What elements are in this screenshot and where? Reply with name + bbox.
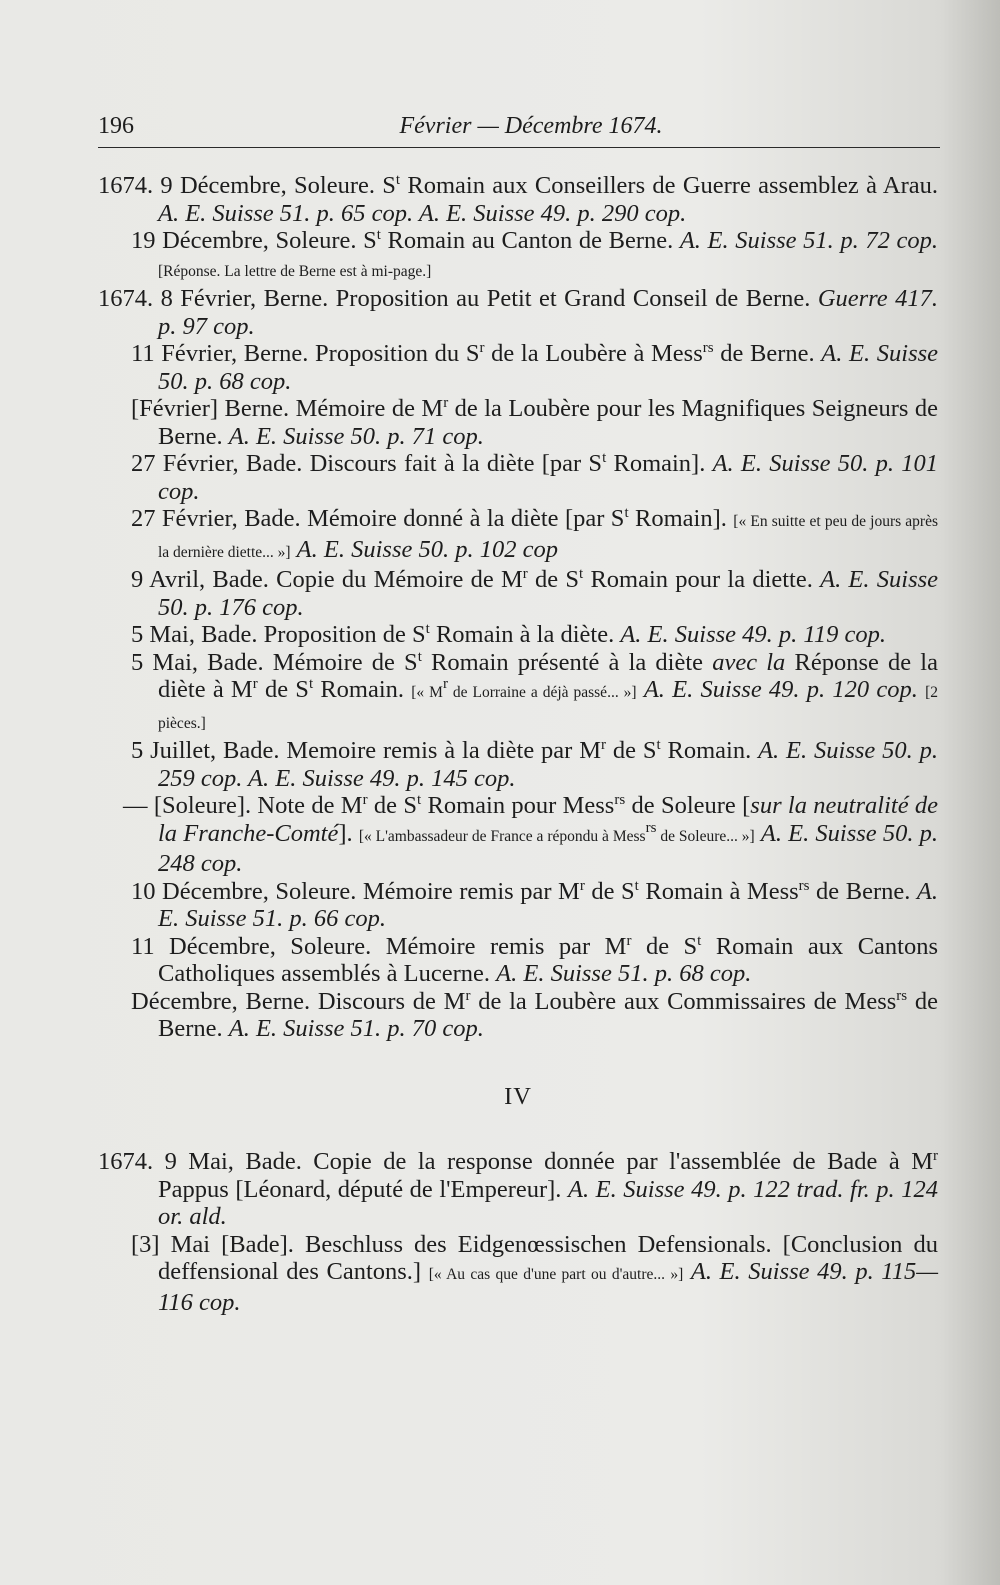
catalog-entry [98, 878, 938, 933]
archive-reference: A. E. Suisse 51. p. 70 cop. [228, 1015, 484, 1042]
superscript: t [417, 648, 422, 665]
superscript: r [479, 339, 485, 356]
entry-text: 1674. 9 Mai, Bade. Copie de la response donnée par l'assemblée de Bade à M [98, 1148, 933, 1175]
entry-text: de Soleure [ [625, 792, 751, 819]
entry-text [683, 1258, 691, 1285]
catalog-entry [98, 395, 938, 450]
small-note: [« En suitte et peu de jours après la dernière diette... »] [158, 513, 938, 561]
archive-reference: A. E. Suisse 49. p. 122 trad. fr. p. 124 or. ald. [158, 1175, 938, 1230]
superscript: r [252, 675, 258, 692]
entry-text: de Berne. [809, 877, 917, 905]
archive-reference: A. E. Suisse 50. p. 102 cop [296, 535, 558, 563]
entry-text: ]. [338, 819, 359, 847]
entry-text: de S [606, 737, 657, 764]
entry-text: 5 Juillet, Bade. Memoire remis à la diète par M [131, 737, 601, 764]
catalog-entry [98, 649, 938, 738]
catalog-entry [98, 285, 938, 340]
entry-text: 5 Mai, Bade. Mémoire de S [131, 648, 418, 676]
superscript: r [465, 987, 471, 1004]
archive-reference: A. E. Suisse 51. p. 65 cop. A. E. Suisse 49. p. 290 cop. [158, 199, 687, 227]
superscript: t [697, 932, 702, 949]
catalog-content [98, 172, 938, 1316]
archive-reference: A. E. Suisse 51. p. 68 cop. [496, 960, 752, 987]
catalog-entry [98, 737, 938, 792]
superscript: rs [702, 339, 714, 356]
superscript: t [376, 226, 381, 243]
superscript: t [624, 504, 629, 521]
entry-text: Romain pour la diette. [583, 566, 821, 593]
entry-text: 27 Février, Bade. Discours fait à la diète [par S [131, 450, 603, 477]
catalog-entry [98, 450, 938, 505]
entry-text: de S [527, 566, 580, 593]
superscript: r [442, 675, 448, 692]
superscript: t [417, 791, 422, 808]
entry-text: de la Loubère à Mess [484, 340, 703, 367]
superscript: r [626, 932, 632, 949]
superscript: r [362, 791, 368, 808]
catalog-entry [98, 172, 938, 227]
archive-reference: avec la [712, 648, 786, 676]
superscript: t [579, 565, 584, 582]
entry-text: Romain à la diète. [429, 621, 621, 648]
superscript: r [522, 565, 528, 582]
small-note: [« L'ambassadeur de France a répondu à Mess [358, 827, 646, 845]
archive-reference: Guerre 417. p. 97 cop. [158, 285, 938, 340]
entry-text: 10 Décembre, Soleure. Mémoire remis par M [131, 877, 580, 905]
entry-text: [Février] Berne. Mémoire de M [131, 395, 444, 422]
archive-reference: A. E. Suisse 50. p. 71 cop. [228, 422, 484, 450]
entry-text: de S [584, 877, 635, 905]
superscript: rs [645, 819, 657, 836]
entry-text: de la Loubère pour les Magnifiques Seigneurs de Berne. [158, 395, 938, 450]
entry-text: 1674. 9 Décembre, Soleure. S [98, 172, 396, 199]
archive-reference: A. E. Suisse 50. p. 101 cop. [158, 450, 939, 505]
entry-text: Romain présenté à la diète [421, 648, 713, 676]
small-note: de Lorraine a déjà passé... »] [447, 684, 637, 701]
archive-reference: A. E. Suisse 50. p. 68 cop. [158, 340, 939, 395]
entry-text: Réponse de la diète à M [158, 648, 938, 703]
running-title: Février — Décembre 1674. [399, 113, 663, 139]
catalog-entry [98, 1148, 938, 1231]
entry-text: 27 Février, Bade. Mémoire donné à la diète [par S [131, 505, 625, 532]
superscript: r [443, 394, 449, 411]
small-note: [« Au cas que d'une part ou d'autre... »] [428, 1266, 684, 1283]
entry-text: Romain pour Mess [421, 792, 615, 819]
catalog-entry [98, 227, 938, 285]
catalog-entry [98, 1231, 938, 1317]
entry-text: de S [257, 676, 309, 703]
entry-text: de la Loubère aux Commissaires de Mess [470, 987, 897, 1015]
section-heading: IV [504, 1082, 532, 1110]
entry-text [637, 676, 644, 703]
archive-reference: A. E. Suisse 50. p. 259 cop. A. E. Suisse 49. p. 145 cop. [158, 737, 938, 792]
catalog-entry [98, 792, 938, 878]
superscript: t [395, 171, 401, 188]
superscript: t [602, 449, 607, 466]
superscript: r [933, 1147, 938, 1164]
small-note: [« M [411, 684, 443, 701]
catalog-entry [98, 988, 938, 1043]
superscript: rs [798, 877, 810, 894]
entry-text [918, 676, 925, 703]
entry-text: [3] Mai [Bade]. Beschluss des Eidgenœssischen Defensionals. [Conclusion du deffensional des Cantons.] [131, 1230, 938, 1285]
entry-text: Romain aux Cantons Catholiques assemblés à Lucerne. [158, 932, 939, 987]
entry-text: Romain]. [628, 505, 734, 532]
entries-list-section-iv [98, 1148, 938, 1316]
page-header [98, 113, 940, 148]
entry-text: 11 Février, Berne. Proposition du S [131, 340, 480, 367]
entry-text: — [Soleure]. Note de M [123, 792, 363, 819]
entry-text: Romain à Mess [638, 877, 799, 905]
archive-reference: A. E. Suisse 49. p. 115—116 cop. [158, 1258, 939, 1316]
archive-reference: A. E. Suisse 49. p. 120 cop. [643, 676, 918, 703]
entry-text: Décembre, Berne. Discours de M [131, 987, 466, 1015]
small-note: [2 pièces.] [158, 684, 938, 732]
superscript: t [425, 620, 430, 637]
small-note: [Réponse. La lettre de Berne est à mi-page.] [158, 262, 432, 280]
superscript: rs [896, 987, 908, 1004]
entry-text: de Berne. [158, 987, 939, 1042]
archive-reference: sur la neutralité de la Franche-Comté [158, 792, 939, 847]
entry-text: Romain]. [606, 450, 713, 477]
entry-text: 19 Décembre, Soleure. S [131, 227, 377, 254]
entries-list [98, 172, 938, 1043]
archive-reference: A. E. Suisse 49. p. 119 cop. [620, 621, 886, 648]
entry-text: de S [367, 792, 417, 819]
entry-text: 11 Décembre, Soleure. Mémoire remis par M [131, 932, 627, 960]
entry-text: 5 Mai, Bade. Proposition de S [131, 621, 426, 648]
entry-text: Romain aux Conseillers de Guerre assemblez à Arau. [400, 172, 938, 199]
catalog-entry [98, 505, 938, 566]
superscript: t [308, 675, 314, 692]
superscript: r [601, 736, 606, 753]
entry-text: 1674. 8 Février, Berne. Proposition au Petit et Grand Conseil de Berne. [98, 285, 818, 312]
superscript: r [579, 877, 585, 894]
entry-text: de Berne. [713, 340, 822, 367]
archive-reference: A. E. Suisse 51. p. 66 cop. [158, 877, 938, 932]
entry-text: 9 Avril, Bade. Copie du Mémoire de M [131, 566, 523, 593]
entry-text: Pappus [Léonard, député de l'Empereur]. [158, 1175, 568, 1203]
archive-reference: A. E. Suisse 50. p. 176 cop. [158, 566, 939, 621]
superscript: t [634, 877, 639, 894]
superscript: t [656, 736, 661, 753]
entry-text: Romain. [660, 737, 759, 764]
catalog-entry [98, 566, 938, 621]
entry-text: de S [631, 932, 698, 960]
catalog-entry [98, 933, 938, 988]
entry-text: Romain. [313, 676, 412, 703]
entry-text: Romain au Canton de Berne. [380, 227, 680, 254]
catalog-entry [98, 621, 938, 649]
superscript: rs [614, 791, 626, 808]
small-note: de Soleure... »] [656, 827, 755, 845]
page-number: 196 [98, 113, 134, 139]
archive-reference: A. E. Suisse 51. p. 72 cop. [679, 227, 938, 254]
catalog-entry [98, 340, 938, 395]
archive-reference: A. E. Suisse 50. p. 248 cop. [158, 819, 938, 877]
